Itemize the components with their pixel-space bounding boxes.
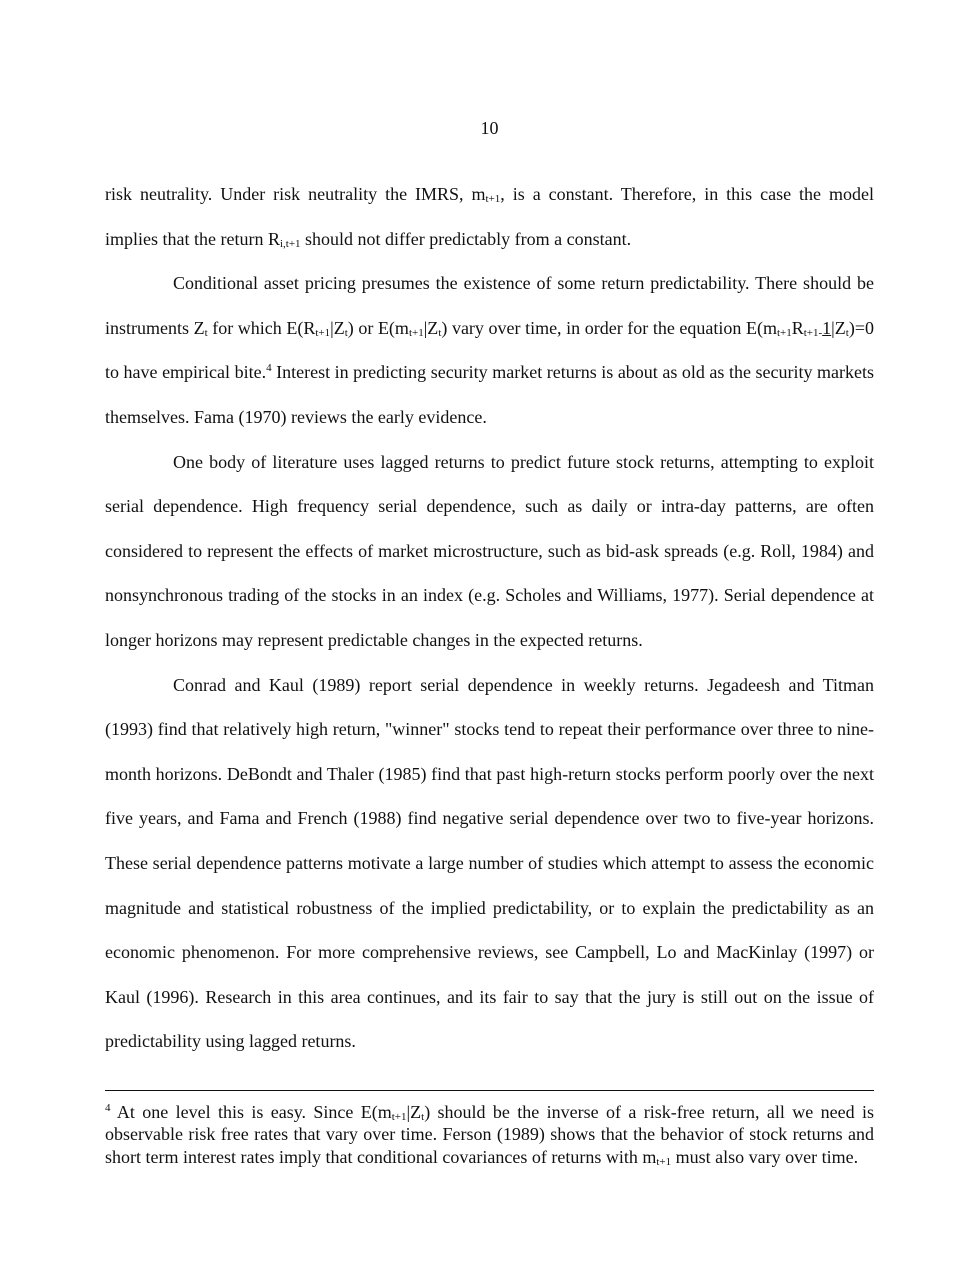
footnote: $^4$ At one level this is easy. Since $E(m_{t+1}|Z_t)$ should be the inverse of a risk-free return, all we need is observable risk free rates that vary over time. Ferson (1989) shows that the behavior of stock returns and short term interest rates imply that conditional covariances of returns with $m_{t+1}$ must also vary over time. — [105, 1102, 874, 1168]
main-text — [105, 172, 874, 1064]
paragraph-2: Conditional asset pricing presumes the existence of some return predictability. There should be instruments $Z_t$ for which $E(R_{t+1}|Z_t)$ or $E(m_{t+1}|Z_t)$ vary over time, in order for the equation $E(m_{t+1}R_{t+1-}1|Z_t)=0$ to have empirical bite.$^4$ Interest in predicting security market returns is about as old as the security markets themselves. Fama (1970) reviews the early evidence. — [105, 273, 875, 427]
paragraph-1: risk neutrality. Under risk neutrality the IMRS, $m_{t+1}$, is a constant. Therefore, in this case the model implies that the return $R_{i,t+1}$ should not differ predictably from a constant. — [105, 184, 875, 250]
footnote-ref: 4 — [266, 362, 272, 375]
paragraph-4: Conrad and Kaul (1989) report serial dependence in weekly returns. Jegadeesh and Titman (1993) find that relatively high return, "winner" stocks tend to repeat their performance over three to nine-month horizons. DeBondt and Thaler (1985) find that past high-return stocks perform poorly over the next five years, and Fama and French (1988) find negative serial dependence over two to five-year horizons. These serial dependence patterns motivate a large number of studies which attempt to assess the economic magnitude and statistical robustness of the implied predictability, or to explain the predictability as an economic phenomenon. For more comprehensive reviews, see Campbell, Lo and MacKinlay (1997) or Kaul (1996). Research in this area continues, and its fair to say that the jury is still out on the issue of predictability using lagged returns. — [105, 674, 874, 1052]
paragraph-3: One body of literature uses lagged returns to predict future stock returns, attempting to exploit serial dependence. High frequency serial dependence, such as daily or intra-day patterns, are often considered to represent the effects of market microstructure, such as bid-ask spreads (e.g. Roll, 1984) and nonsynchronous trading of the stocks in an index (e.g. Scholes and Williams, 1977). Serial dependence at longer horizons may represent predictable changes in the expected returns. — [105, 451, 874, 650]
page-number: 10 — [480, 118, 499, 138]
footnote-marker: 4 — [105, 1102, 111, 1114]
footnote-divider — [105, 1090, 874, 1091]
